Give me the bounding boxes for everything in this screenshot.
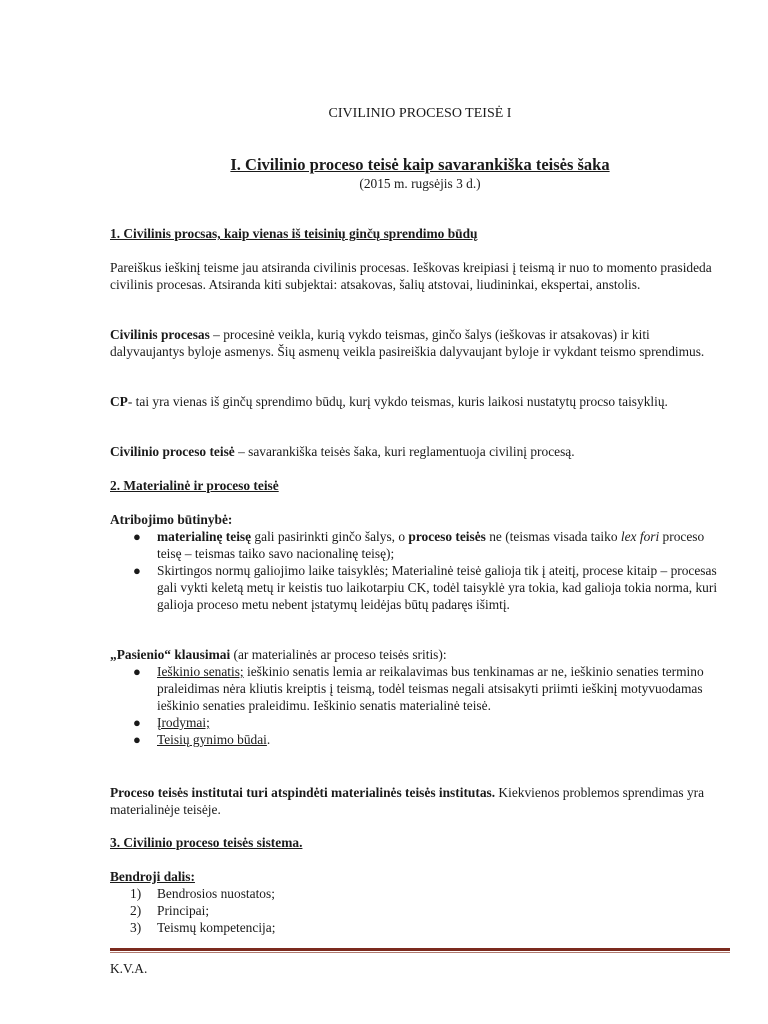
border-issues-list [110, 663, 718, 748]
page-footer: K.V.A. [110, 961, 148, 976]
list-item: ● materialinę teisę gali pasirinkti ginčo šalys, o proceso teisės ne (teismas visada taiko lex fori proceso teisę – teismas taiko savo nacionalinę teisę); [133, 529, 705, 561]
list-item: ● Įrodymai; [133, 715, 210, 730]
list-item: 1) Bendrosios nuostatos; [130, 886, 275, 901]
section-1-paragraph-1: Pareiškus ieškinį teisme jau atsiranda civilinis procesas. Ieškovas kreipiasi į teismą ir nuo to momento prasideda civilinis procesas. Atsiranda kiti subjektai: atsakovas, šalių atstovai, liudininkai, ekspertai, anstolis. [110, 260, 712, 292]
section-3-heading: 3. Civilinio proceso teisės sistema. [110, 835, 303, 850]
section-1-paragraph-2 [110, 326, 718, 360]
list-item: ● Ieškinio senatis; ieškinio senatis lemia ar reikalavimas bus tenkinamas ar ne, ieškinio senaties termino praleidimas nėra kliutis kreiptis į teismą, todėl teismas negali atsisakyti priimti ieškinį motyvuodamas ieškinio senaties praleidimu. Ieškinio senatis materialinė teisė. [133, 664, 704, 713]
bullet-icon: ● [133, 563, 141, 578]
distinction-list [110, 528, 718, 613]
document-title: CIVILINIO PROCESO TEISĖ I [328, 106, 512, 121]
chapter-title: I. Civilinio proceso teisė kaip savarankiška teisės šaka [230, 155, 610, 174]
chapter-date: (2015 m. rugsėjis 3 d.) [359, 176, 481, 191]
bullet-icon: ● [133, 529, 141, 544]
section-2-heading: 2. Materialinė ir proceso teisė [110, 478, 279, 493]
footer-rule-thin [110, 952, 730, 953]
definition-civilinio-proceso-teise: – savarankiška teisės šaka, kuri reglamentuoja civilinį procesą. [234, 444, 575, 459]
section-1-paragraph-4 [110, 443, 718, 460]
term-civilinis-procesas: Civilinis procesas [110, 327, 210, 342]
section-3-subheading: Bendroji dalis: [110, 869, 195, 884]
list-item: 2) Principai; [130, 903, 210, 918]
bullet-icon: ● [133, 715, 141, 730]
border-issues-paragraph: „Pasienio“ klausimai (ar materialinės ar proceso teisės sritis): [110, 647, 447, 662]
term-cp: CP [110, 394, 128, 409]
footer-rule [110, 948, 730, 951]
list-item: ● Teisių gynimo būdai. [133, 732, 271, 747]
section-1-heading: 1. Civilinis procsas, kaip vienas iš teisinių ginčų sprendimo būdų [110, 226, 478, 241]
term-pasienio-klausimai: „Pasienio“ klausimai [110, 647, 231, 662]
section-1-paragraph-3 [110, 393, 718, 410]
list-item: 3) Teismų kompetencija; [130, 920, 276, 935]
section-2-subheading: Atribojimo būtinybė: [110, 512, 233, 527]
definition-civilinis-procesas: – procesinė veikla, kurią vykdo teismas, ginčo šalys (ieškovas ir atsakovas) ir kiti dalyvaujantys byloje asmenys. Šių asmenų veikla pasireiškia dalyvaujant byloje ir vykdant teismo sprendimus. [110, 327, 705, 359]
definition-cp: - tai yra vienas iš ginčų sprendimo būdų, kurį vykdo teismas, kuris laikosi nustatytų procso taisyklių. [127, 394, 668, 409]
bullet-icon: ● [133, 664, 141, 679]
general-part-list [110, 885, 718, 936]
list-item: ● Skirtingos normų galiojimo laike taisyklės; Materialinė teisė galioja tik į ateitį, procese kitaip – procesas gali vykti keletą metų ir keistis tuo laikotarpiu CK, todėl taisyklė yra tokia, kad galioja tokia norma, kuri galioja proceso metu nebent įstatymų leidėjas būtų padaręs išimtį. [133, 563, 718, 612]
institutes-paragraph: Proceso teisės institutai turi atspindėti materialinės teisės institutas. Kiekvienos problemos sprendimas yra materialinėje teisėje. [110, 785, 705, 817]
term-civilinio-proceso-teise: Civilinio proceso teisė [110, 444, 235, 459]
bullet-icon: ● [133, 732, 141, 747]
